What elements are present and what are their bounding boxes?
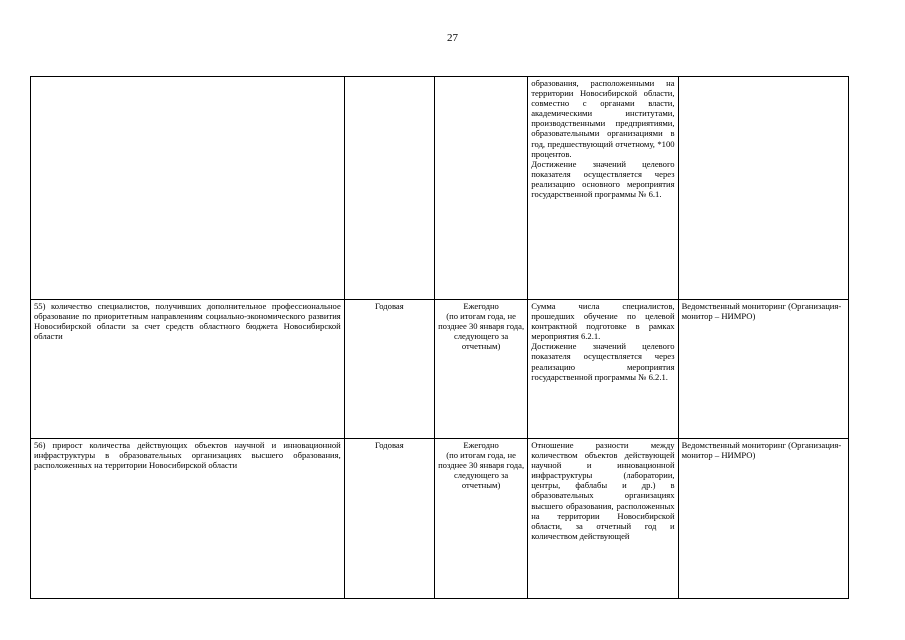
frequency-cell: Ежегодно (по итогам года, не позднее 30 января года, следующего за отчетным) — [434, 439, 527, 599]
indicator-cell — [31, 77, 345, 300]
monitoring-cell — [678, 77, 848, 300]
monitoring-cell: Ведомственный мониторинг (Организация-монитор – НИМРО) — [678, 439, 848, 599]
periodicity-cell: Годовая — [344, 300, 434, 439]
indicators-table — [30, 76, 849, 599]
indicator-cell: 56) прирост количества действующих объектов научной и инновационной инфраструктуры в образовательных организациях высшего образования, расположенных на территории Новосибирской области — [31, 439, 345, 599]
periodicity-cell: Годовая — [344, 439, 434, 599]
periodicity-cell — [344, 77, 434, 300]
calculation-method-cell — [528, 439, 678, 599]
indicator-cell: 55) количество специалистов, получивших дополнительное профессиональное образование по приоритетным направлениям социально-экономического развития Новосибирской области за счет средств областного бюджета Новосибирской области — [31, 300, 345, 439]
table-row — [31, 77, 849, 300]
frequency-cell — [434, 77, 527, 300]
page-number: 27 — [447, 32, 458, 44]
calculation-method-text: Отношение разности между количеством объектов действующей научной и инновационной инфраструктуры (лаборатории, центры, фаблабы и др.) в образовательных организациях высшего образования, расположенных на территории Новосибирской области, за отчетный год и количеством действующей — [531, 440, 675, 541]
frequency-cell: Ежегодно (по итогам года, не позднее 30 января года, следующего за отчетным) — [434, 300, 527, 439]
calculation-method-cell: Сумма числа специалистов, прошедших обучение по целевой контрактной подготовке в рамках мероприятия 6.2.1. Достижение значений целевого показателя осуществляется через реализацию мероприятия государственной программы № 6.2.1. — [528, 300, 678, 439]
table-row — [31, 300, 849, 439]
monitoring-cell: Ведомственный мониторинг (Организация-монитор – НИМРО) — [678, 300, 848, 439]
calculation-method-cell: образования, расположенными на территории Новосибирской области, совместно с органами власти, академическими институтами, производственными предприятиями, образовательными организациями в год, предшествующий отчетному, *100 процентов. Достижение значений целевого показателя осуществляется через реализацию основного мероприятия государственной программы № 6.1. — [528, 77, 678, 300]
table-row — [31, 439, 849, 599]
